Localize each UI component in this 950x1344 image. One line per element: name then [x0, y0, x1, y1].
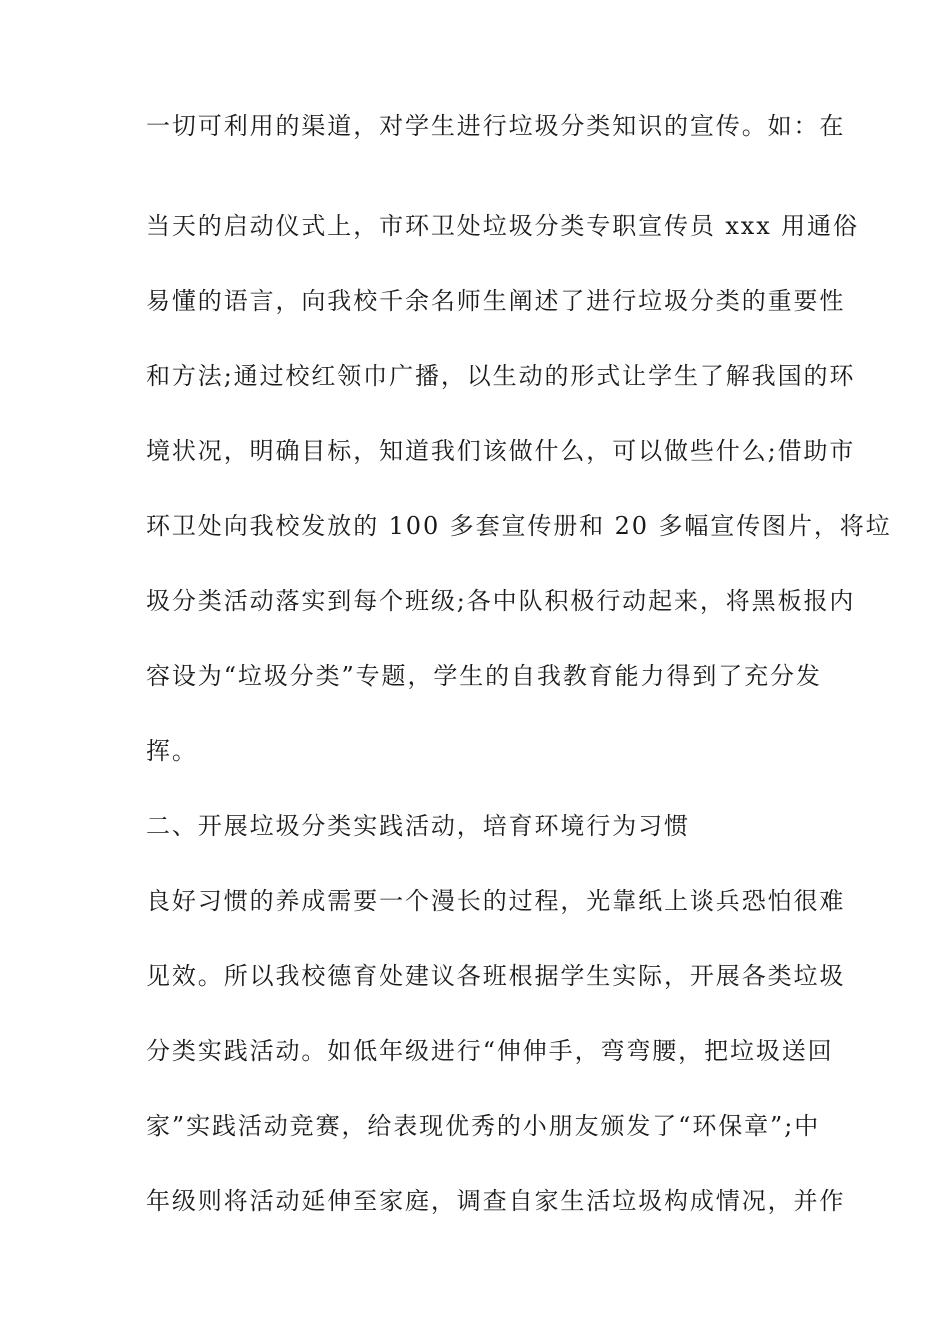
paragraph-line: 挥。 — [146, 737, 198, 765]
paragraph-line: 良好习惯的养成需要一个漫长的过程，光靠纸上谈兵恐怕很难 — [146, 887, 846, 915]
paragraph-line: 易懂的语言，向我校千余名师生阐述了进行垃圾分类的重要性 — [146, 287, 846, 315]
section-heading: 二、开展垃圾分类实践活动，培育环境行为习惯 — [146, 812, 690, 840]
paragraph-line: 分类实践活动。如低年级进行“伸伸手，弯弯腰，把垃圾送回 — [146, 1037, 834, 1065]
paragraph-line: 容设为“垃圾分类”专题，学生的自我教育能力得到了充分发 — [146, 662, 822, 690]
paragraph-line: 年级则将活动延伸至家庭，调查自家生活垃圾构成情况，并作 — [146, 1187, 846, 1215]
paragraph-line: 环卫处向我校发放的 100 多套宣传册和 20 多幅宣传图片，将垃 — [146, 512, 892, 540]
paragraph-line: 见效。所以我校德育处建议各班根据学生实际，开展各类垃圾 — [146, 962, 846, 990]
paragraph-line: 家”实践活动竞赛，给表现优秀的小朋友颁发了“环保章”;中 — [146, 1112, 821, 1140]
paragraph-line: 和方法;通过校红领巾广播，以生动的形式让学生了解我国的环 — [146, 362, 856, 390]
paragraph-line: 境状况，明确目标，知道我们该做什么，可以做些什么;借助市 — [146, 437, 856, 465]
paragraph-line: 当天的启动仪式上，市环卫处垃圾分类专职宣传员 xxx 用通俗 — [146, 212, 859, 240]
paragraph-line: 圾分类活动落实到每个班级;各中队积极行动起来，将黑板报内 — [146, 587, 856, 615]
paragraph-line: 一切可利用的渠道，对学生进行垃圾分类知识的宣传。如：在 — [146, 112, 846, 140]
